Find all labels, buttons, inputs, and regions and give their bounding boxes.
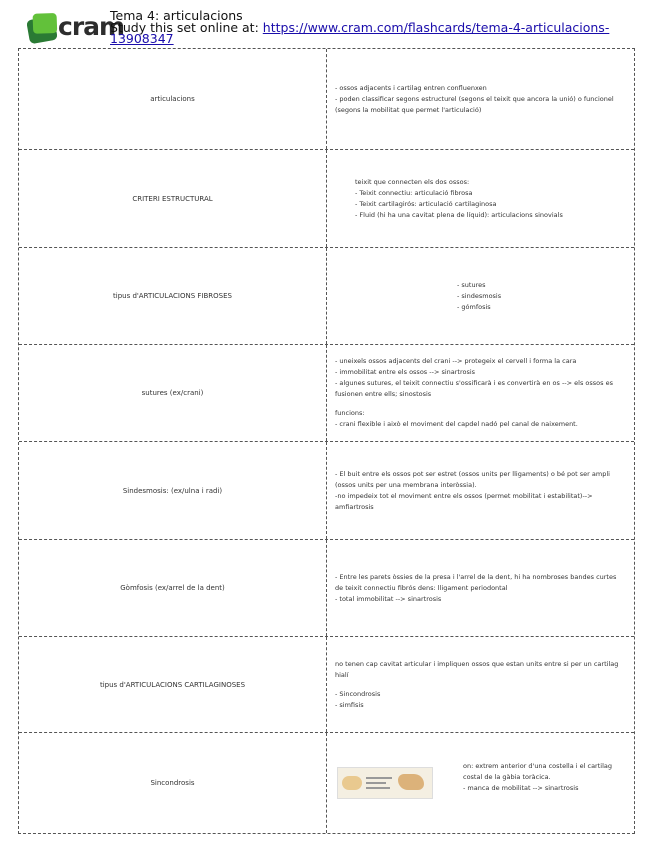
card-term: tipus d'ARTICULACIONS FIBROSES xyxy=(113,292,232,300)
definition-line: - El buit entre els ossos pot ser estret (ossos units per lligaments) o bé pot ser ampli (ossos units per una membrana interòssia). xyxy=(335,469,610,489)
table-row xyxy=(19,150,634,248)
definition-line: - Teixit connectiu: articulació fibrosa xyxy=(355,188,473,197)
study-line xyxy=(110,19,650,46)
study-link[interactable]: https://www.cram.com/flashcards/tema-4-articulacions-13908347 xyxy=(110,19,610,46)
definition-line: -no impedeix tot el moviment entre els ossos (permet mobilitat i estabilitat)--> amfiartrosis xyxy=(335,491,593,511)
card-term: sutures (ex/crani) xyxy=(141,389,204,397)
cram-logo-icon xyxy=(26,16,58,44)
definition-line: - sindesmosis xyxy=(457,291,502,300)
definition-line: - crani flexible i això el moviment del capdel nadó pel canal de naixement. xyxy=(335,420,578,428)
definition-line: on: extrem anterior d'una costella i el cartilag costal de la gàbia toràcica. xyxy=(463,762,612,781)
synchondrosis-figure xyxy=(337,767,433,799)
card-definition xyxy=(335,345,625,441)
definition-line: - ossos adjacents i cartilag entren confluenxen xyxy=(335,83,487,92)
cram-logo[interactable] xyxy=(24,12,125,42)
definition-line: - Teixit cartilagirós: articulació cartilaginosa xyxy=(355,199,497,208)
card-term: tipus d'ARTICULACIONS CARTILAGINOSES xyxy=(99,680,246,689)
definition-line: teixit que connecten els dos ossos: xyxy=(355,177,470,186)
card-definition xyxy=(457,248,617,344)
definition-line: - gómfosis xyxy=(457,302,491,311)
table-row xyxy=(19,345,634,442)
card-definition xyxy=(355,150,645,247)
page-header xyxy=(24,8,644,48)
definition-line: - sutures xyxy=(457,280,486,289)
title-block xyxy=(110,10,650,45)
table-row xyxy=(19,733,634,833)
logo-text: cram xyxy=(58,12,125,41)
table-row xyxy=(19,248,634,345)
table-row xyxy=(19,637,634,733)
definition-text xyxy=(463,761,623,794)
definition-line: - total immobilitat --> sinartrosis xyxy=(335,594,442,603)
definition-line: - algunes sutures, el teixit connectiu s'ossificarà i es convertirà en os --> els ossos es fusionen entre ells; sinostosis xyxy=(335,379,613,398)
definition-line: - manca de mobilitat --> sinartrosis xyxy=(463,784,579,792)
card-term: Gòmfosis (ex/arrel de la dent) xyxy=(120,584,225,592)
card-term: CRITERI ESTRUCTURAL xyxy=(132,194,213,203)
definition-line: - Sincondrosis xyxy=(335,689,381,698)
definition-line: - immobilitat entre els ossos --> sinartrosis xyxy=(335,368,476,376)
set-title: Tema 4: articulacions xyxy=(110,8,243,23)
card-term: articulacions xyxy=(150,95,195,103)
table-row xyxy=(19,49,634,150)
study-prefix: Study this set online at: xyxy=(110,19,263,35)
definition-line: - Entre les parets òssies de la presa i l'arrel de la dent, hi ha nombroses bandes curtes de teixit connectiu fibrós dens: lligament periodontal xyxy=(335,572,617,592)
definition-line: - Fluid (hi ha una cavitat plena de líquid): articulacions sinovials xyxy=(355,210,563,219)
definition-line: - poden classificar segons estructurel (segons el teixit que ancora la unió) o funcionel (segons la mobilitat que permet l'articulació) xyxy=(335,94,614,114)
definition-line: funcions: xyxy=(335,409,365,417)
table-row xyxy=(19,442,634,540)
table-row xyxy=(19,540,634,637)
definition-line: no tenen cap cavitat articular i impliquen ossos que estan units entre si per un cartilag hialí xyxy=(335,659,619,679)
flashcard-table xyxy=(18,48,635,834)
card-definition xyxy=(335,637,625,732)
card-definition xyxy=(335,49,625,149)
card-definition xyxy=(335,540,625,636)
definition-line: - uneixels ossos adjacents del crani --> protegeix el cervell i forma la cara xyxy=(335,357,577,365)
card-definition xyxy=(335,733,625,833)
definition-line: - simfisis xyxy=(335,700,364,709)
card-term: Sindesmosis: (ex/ulna i radi) xyxy=(122,486,223,495)
card-definition xyxy=(335,442,625,539)
card-term: Sincondrosis xyxy=(150,779,195,787)
